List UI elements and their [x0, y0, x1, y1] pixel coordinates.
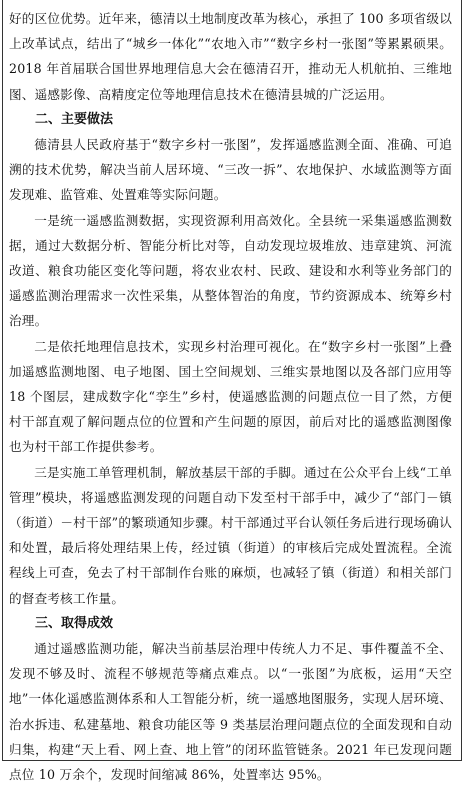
practice-2-paragraph: 二是依托地理信息技术，实现乡村治理可视化。在“数字乡村一张图”上叠加遥感监测地图、电子地图、国土空间规划、三维实景地图以及各部门应用等 18 个图层，建成数字化“孪生”乡村，使遥感监测的问题点位一目了然，方便村干部直观了解问题点位的位置和产生问题的原因，前后对比的遥感监测图像也为村干部工作提供参考。	[9, 338, 452, 455]
results-paragraph: 通过遥感监测功能，解决当前基层治理中传统人力不足、事件覆盖不全、发现不够及时、流程不够规范等痛点难点。以“一张图”为底板，运用“天空地”一体化遥感监测体系和人工智能分析，统一遥感地图服务，实现人居环境、治水拆违、私建墓地、粮食功能区等 9 类基层治理问题点位的全面发现和自动归集，构建“天上看、网上查、地上管”的闭环监管链条。2021 年已发现问题点位 10 万余个，发现时间缩减 86%，处置率达 95%。	[9, 641, 452, 783]
section-heading-main-practices: 二、主要做法	[35, 111, 114, 127]
section-heading-results: 三、取得成效	[35, 615, 114, 631]
section2-intro-paragraph: 德清县人民政府基于“数字乡村一张图”，发挥遥感监测全面、准确、可追溯的技术优势，解决当前人居环境、“三改一拆”、农地保护、水域监测等方面发现难、监管难、处置难等实际问题。	[9, 137, 452, 203]
document-body	[9, 6, 452, 787]
practice-3-paragraph: 三是实施工单管理机制，解放基层干部的手脚。通过在公众平台上线“工单管理”模块，将遥感监测发现的问题自动下发至村干部手中，减少了“部门－镇（街道）－村干部”的繁琐通知步骤。村干部通过平台认领任务后进行现场确认和处置，最后将处理结果上传，经过镇（街道）的审核后完成处置流程。全流程线上可查，免去了村干部制作台账的麻烦，也减轻了镇（街道）和相关部门的督查考核工作量。	[9, 464, 452, 606]
intro-continuation-paragraph: 好的区位优势。近年来，德清以土地制度改革为核心，承担了 100 多项省级以上改革试点，结出了“城乡一体化”“农地入市”“数字乡村一张图”等累累硕果。2018 年首届联合国世界地理信息大会在德清召开，推动无人机航拍、三维地图、遥感影像、高精度定位等地理信息技术在德清县城的广泛运用。	[9, 11, 452, 102]
practice-1-paragraph: 一是统一遥感监测数据，实现资源利用高效化。全县统一采集遥感监测数据，通过大数据分析、智能分析比对等，自动发现垃圾堆放、违章建筑、河流改道、粮食功能区变化等问题，将农业农村、民政、建设和水利等业务部门的遥感监测治理需求一次性采集，从整体智治的角度，节约资源成本、统筹乡村治理。	[9, 212, 452, 329]
